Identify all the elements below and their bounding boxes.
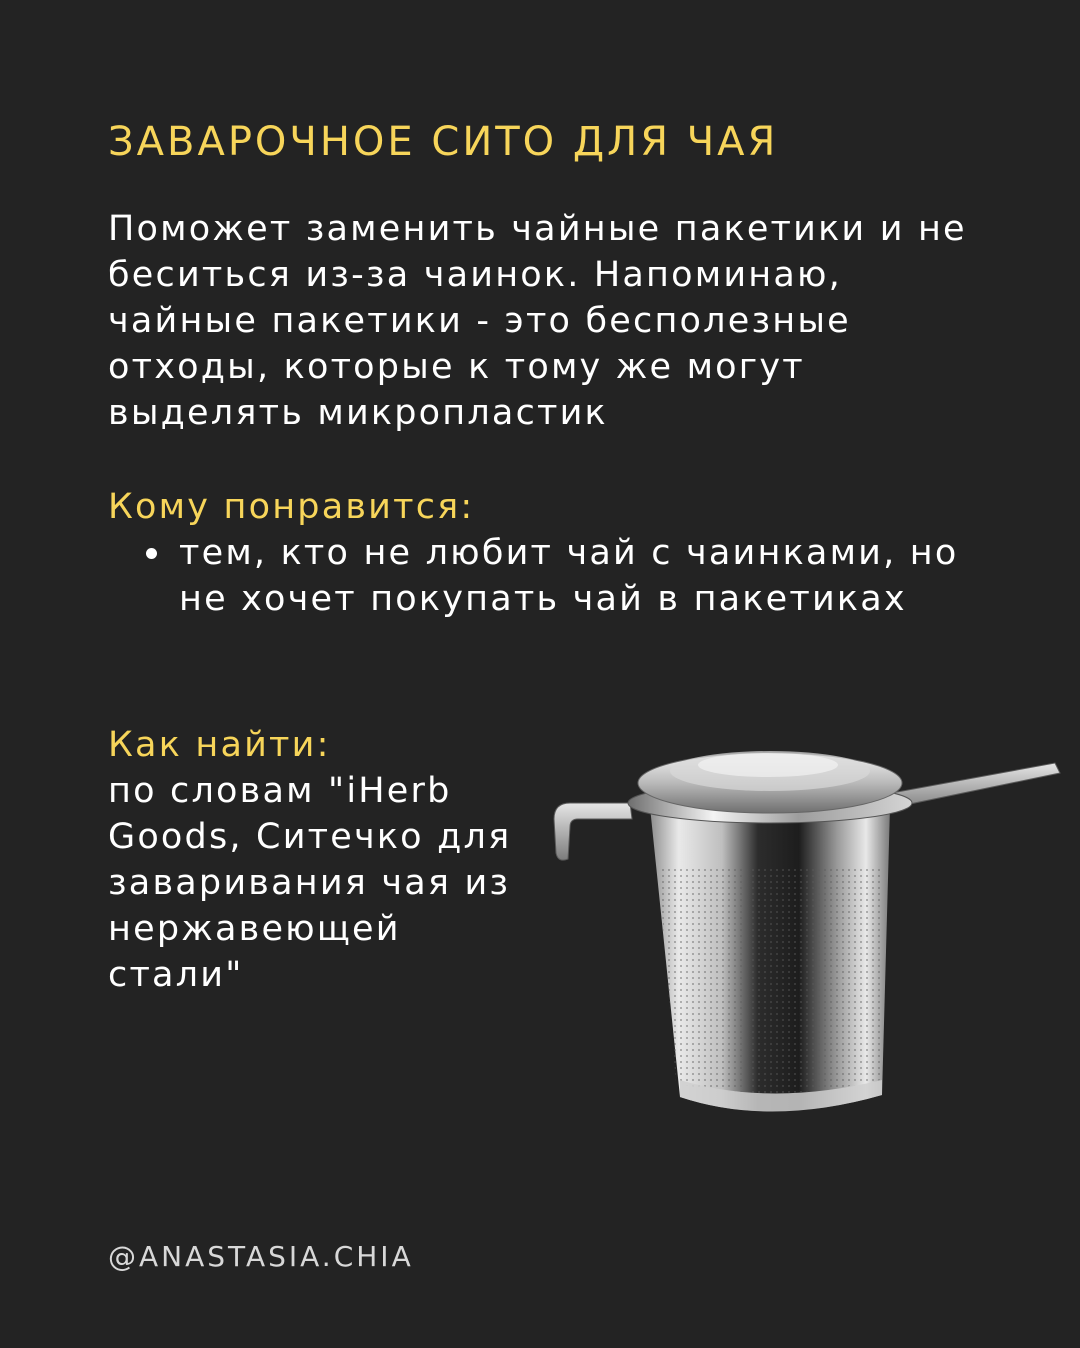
tea-strainer-image [540,735,1070,1135]
who-heading: Кому понравится: [108,487,475,527]
find-heading: Как найти: [108,725,331,765]
author-handle: @ANASTASIA.CHIA [108,1240,414,1273]
intro-paragraph: Поможет заменить чайные пакетики и не беситься из-за чаинок. Напоминаю, чайные пакетики - это бесполезные отходы, которые к тому же могут выделять микропластик [108,209,967,433]
bullet-icon [146,548,157,559]
page-title: ЗАВАРОЧНОЕ СИТО ДЛЯ ЧАЯ [108,119,779,165]
list-item [108,530,988,622]
who-list [108,530,988,622]
list-item-text: тем, кто не любит чай с чаинками, но не хочет покупать чай в пакетиках [179,533,959,619]
find-text: по словам "iHerb Goods, Ситечко для заваривания чая из нержавеющей стали" [108,771,512,995]
